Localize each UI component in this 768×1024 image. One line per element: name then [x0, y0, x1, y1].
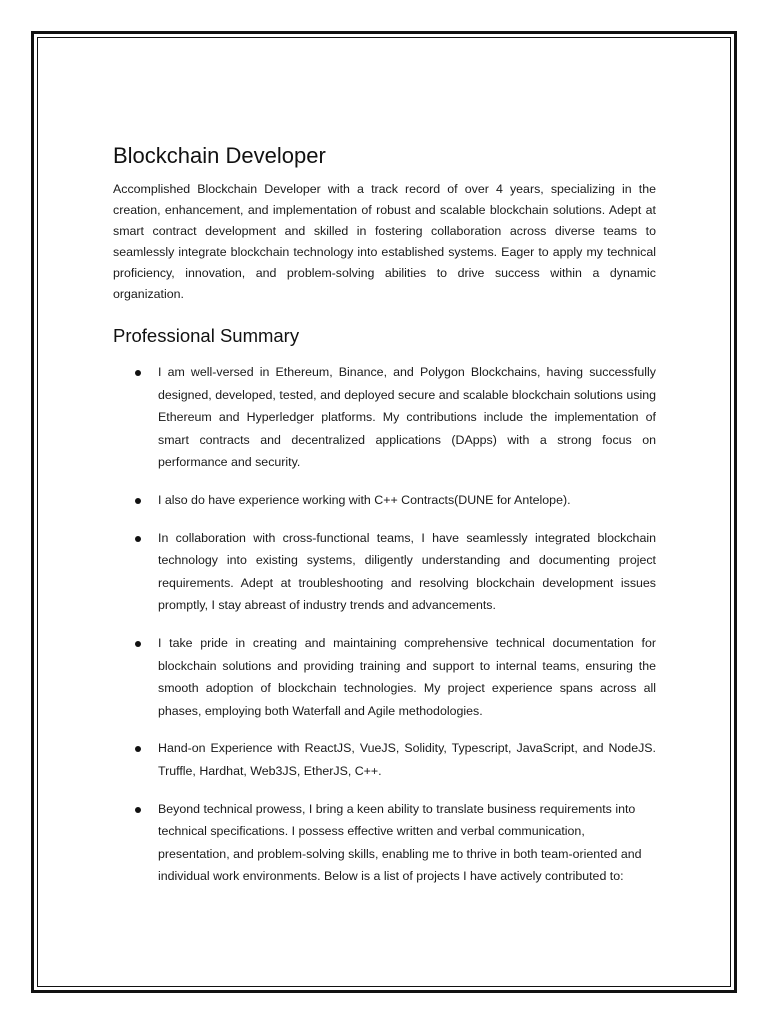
summary-bullet-item [113, 361, 656, 474]
bullet-text: I take pride in creating and maintaining comprehensive technical documentation for blockchain solutions and providing training and support to internal teams, ensuring the smooth adoption of blockchain technologies. My project experience spans across all phases, employing both Waterfall and Agile methodologies. [158, 635, 656, 718]
document-title: Blockchain Developer [113, 143, 326, 168]
section-heading-professional-summary: Professional Summary [113, 325, 300, 346]
summary-bullet-item [113, 632, 656, 722]
summary-bullet-item [113, 489, 656, 512]
bullet-icon [135, 641, 141, 647]
summary-bullet-item [113, 527, 656, 617]
summary-bullet-list [113, 361, 656, 888]
document-content [113, 140, 656, 903]
bullet-text: I also do have experience working with C++ Contracts(DUNE for Antelope). [158, 492, 571, 507]
summary-bullet-item [113, 798, 656, 888]
bullet-icon [135, 498, 141, 504]
bullet-text: I am well-versed in Ethereum, Binance, and Polygon Blockchains, having successfully designed, developed, tested, and deployed secure and scalable blockchain solutions using Ethereum and Hyperledger platforms. My contributions include the implementation of smart contracts and decentralized applications (DApps) with a strong focus on performance and security. [158, 365, 656, 470]
bullet-text: Hand-on Experience with ReactJS, VueJS, Solidity, Typescript, JavaScript, and NodeJS. Truffle, Hardhat, Web3JS, EtherJS, C++. [158, 741, 656, 778]
intro-paragraph: Accomplished Blockchain Developer with a track record of over 4 years, specializing in the creation, enhancement, and implementation of robust and scalable blockchain solutions. Adept at smart contract development and skilled in fostering collaboration across diverse teams to seamlessly integrate blockchain technology into established systems. Eager to apply my technical proficiency, innovation, and problem-solving abilities to drive success within a dynamic organization. [113, 182, 656, 301]
bullet-text: In collaboration with cross-functional teams, I have seamlessly integrated blockchain technology into existing systems, diligently understanding and documenting project requirements. Adept at troubleshooting and resolving blockchain development issues promptly, I stay abreast of industry trends and advancements. [158, 530, 656, 613]
bullet-icon [135, 536, 141, 542]
bullet-icon [135, 746, 141, 752]
bullet-icon [135, 807, 141, 813]
bullet-text: Beyond technical prowess, I bring a keen ability to translate business requirements into technical specifications. I possess effective written and verbal communication, presentation, and problem-solving skills, enabling me to thrive in both team-oriented and individual work environments. Below is a list of projects I have actively contributed to: [158, 801, 642, 884]
summary-bullet-item [113, 737, 656, 782]
bullet-icon [135, 370, 141, 376]
